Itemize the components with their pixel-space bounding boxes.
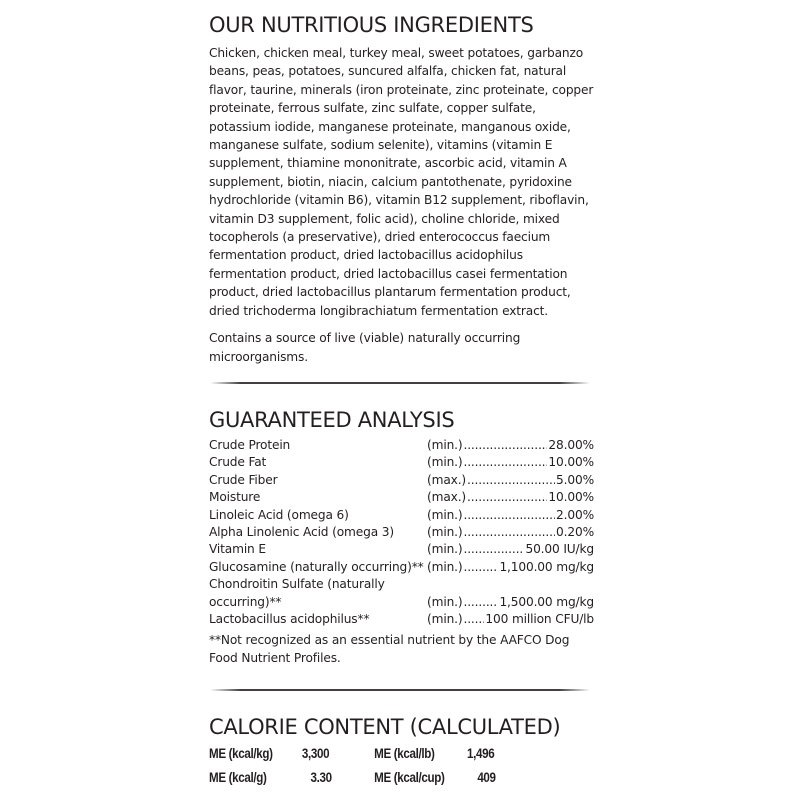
table-row bbox=[209, 576, 594, 611]
dot-leader bbox=[463, 454, 547, 471]
nutrient-name: Linoleic Acid (omega 6) bbox=[209, 507, 349, 522]
me-kcal-kg-value: 3,300 bbox=[301, 746, 330, 761]
nutrient-value: 0.20% bbox=[556, 525, 594, 540]
aafco-footnote: **Not recognized as an essential nutrient by the AAFCO Dog Food Nutrient Profiles. bbox=[209, 633, 570, 665]
nutrient-value: 28.00% bbox=[548, 438, 594, 452]
dot-leader bbox=[467, 489, 547, 506]
me-kcal-lb-label: ME (kcal/lb) bbox=[374, 746, 435, 761]
nutrient-value: 1,500.00 mg/kg bbox=[499, 594, 594, 609]
table-row bbox=[209, 472, 594, 489]
me-kcal-cup-label: ME (kcal/cup) bbox=[374, 770, 445, 785]
nutrient-qualifier: (min.) bbox=[427, 612, 463, 627]
table-row bbox=[209, 437, 594, 454]
nutrient-qualifier: (min.) bbox=[427, 525, 463, 540]
nutrient-value: 100 million CFU/lb bbox=[485, 612, 594, 627]
me-kcal-g-value: 3.30 bbox=[310, 770, 332, 785]
nutrient-qualifier: (max.) bbox=[427, 472, 467, 487]
nutrient-name: Alpha Linolenic Acid (omega 3) bbox=[209, 525, 394, 540]
nutrient-value: 5.00% bbox=[556, 472, 594, 487]
nutrient-name: Glucosamine (naturally occurring)** bbox=[209, 559, 424, 574]
ingredients-list: Chicken, chicken meal, turkey meal, sweet potatoes, garbanzo beans, peas, potatoes, suncured alfalfa, chicken fat, natural flavor, taurine, minerals (iron proteinate, zinc proteinate, copper proteinate, ferrous sulfate, zinc sulfate, copper sulfate, potassium iodide, manganese proteinate, manganous oxide, manganese sulfate, sodium selenite), vitamins (vitamin E supplement, thiamine mononitrate, ascorbic acid, vitamin A supplement, biotin, niacin, calcium pantothenate, pyridoxine hydrochloride (vitamin B6), vitamin B12 supplement, riboflavin, vitamin D3 supplement, folic acid), choline chloride, mixed tocopherols (a preservative), dried enterococcus faecium fermentation product, dried lactobacillus acidophilus fermentation product, dried lactobacillus casei fermentation product, dried lactobacillus plantarum fermentation product, dried trichoderma longibrachiatum fermentation extract. bbox=[209, 46, 594, 318]
table-row bbox=[209, 454, 594, 471]
ingredients-title: OUR NUTRITIOUS INGREDIENTS bbox=[209, 13, 534, 37]
nutrient-value: 10.00% bbox=[548, 490, 594, 505]
table-row bbox=[209, 489, 594, 506]
dot-leader bbox=[463, 559, 498, 576]
nutrient-name: Chondroitin Sulfate (naturally occurring)** bbox=[209, 577, 385, 609]
nutrient-name: Vitamin E bbox=[209, 542, 266, 557]
calorie-content-section bbox=[209, 716, 594, 790]
nutrient-qualifier: (max.) bbox=[427, 490, 467, 505]
nutrient-qualifier: (min.) bbox=[427, 507, 463, 522]
nutrient-qualifier: (min.) bbox=[427, 594, 463, 609]
nutrient-value: 10.00% bbox=[548, 455, 594, 470]
nutrient-name: Crude Fiber bbox=[209, 472, 278, 487]
nutrient-value: 2.00% bbox=[556, 507, 594, 522]
nutrient-qualifier: (min.) bbox=[427, 542, 463, 557]
nutrient-qualifier: (min.) bbox=[427, 438, 463, 452]
me-kcal-cup-value: 409 bbox=[477, 770, 496, 785]
ingredients-section bbox=[209, 14, 594, 366]
guaranteed-analysis-section bbox=[209, 409, 594, 667]
table-row bbox=[209, 742, 605, 766]
nutrient-value: 50.00 IU/kg bbox=[525, 542, 594, 557]
nutrient-name: Moisture bbox=[209, 490, 261, 505]
table-row bbox=[209, 541, 594, 558]
dot-leader bbox=[463, 611, 484, 628]
table-row bbox=[209, 507, 594, 524]
table-row bbox=[209, 524, 594, 541]
nutrient-name: Crude Fat bbox=[209, 455, 267, 470]
table-row bbox=[209, 559, 594, 576]
calorie-content-title: CALORIE CONTENT (CALCULATED) bbox=[209, 715, 561, 739]
dot-leader bbox=[463, 541, 524, 558]
me-kcal-lb-value: 1,496 bbox=[467, 746, 495, 761]
dot-leader bbox=[463, 507, 555, 524]
nutrient-value: 1,100.00 mg/kg bbox=[499, 559, 594, 574]
dot-leader bbox=[463, 437, 547, 454]
section-divider-2 bbox=[210, 689, 590, 691]
dot-leader bbox=[463, 594, 498, 611]
nutrient-name: Crude Protein bbox=[209, 438, 291, 452]
dot-leader bbox=[467, 472, 555, 489]
live-microorganisms-note: Contains a source of live (viable) naturally occurring microorganisms. bbox=[209, 331, 521, 364]
calorie-table bbox=[209, 742, 605, 790]
dot-leader bbox=[463, 524, 555, 541]
guaranteed-analysis-title: GUARANTEED ANALYSIS bbox=[209, 408, 455, 432]
me-kcal-kg-label: ME (kcal/kg) bbox=[209, 746, 273, 761]
table-row bbox=[209, 611, 594, 628]
section-divider-1 bbox=[210, 382, 590, 384]
guaranteed-analysis-table bbox=[209, 437, 594, 628]
table-row bbox=[209, 766, 605, 790]
nutrient-name: Lactobacillus acidophilus** bbox=[209, 612, 370, 627]
me-kcal-g-label: ME (kcal/g) bbox=[209, 770, 267, 785]
nutrient-qualifier: (min.) bbox=[427, 455, 463, 470]
nutrient-qualifier: (min.) bbox=[427, 559, 463, 574]
